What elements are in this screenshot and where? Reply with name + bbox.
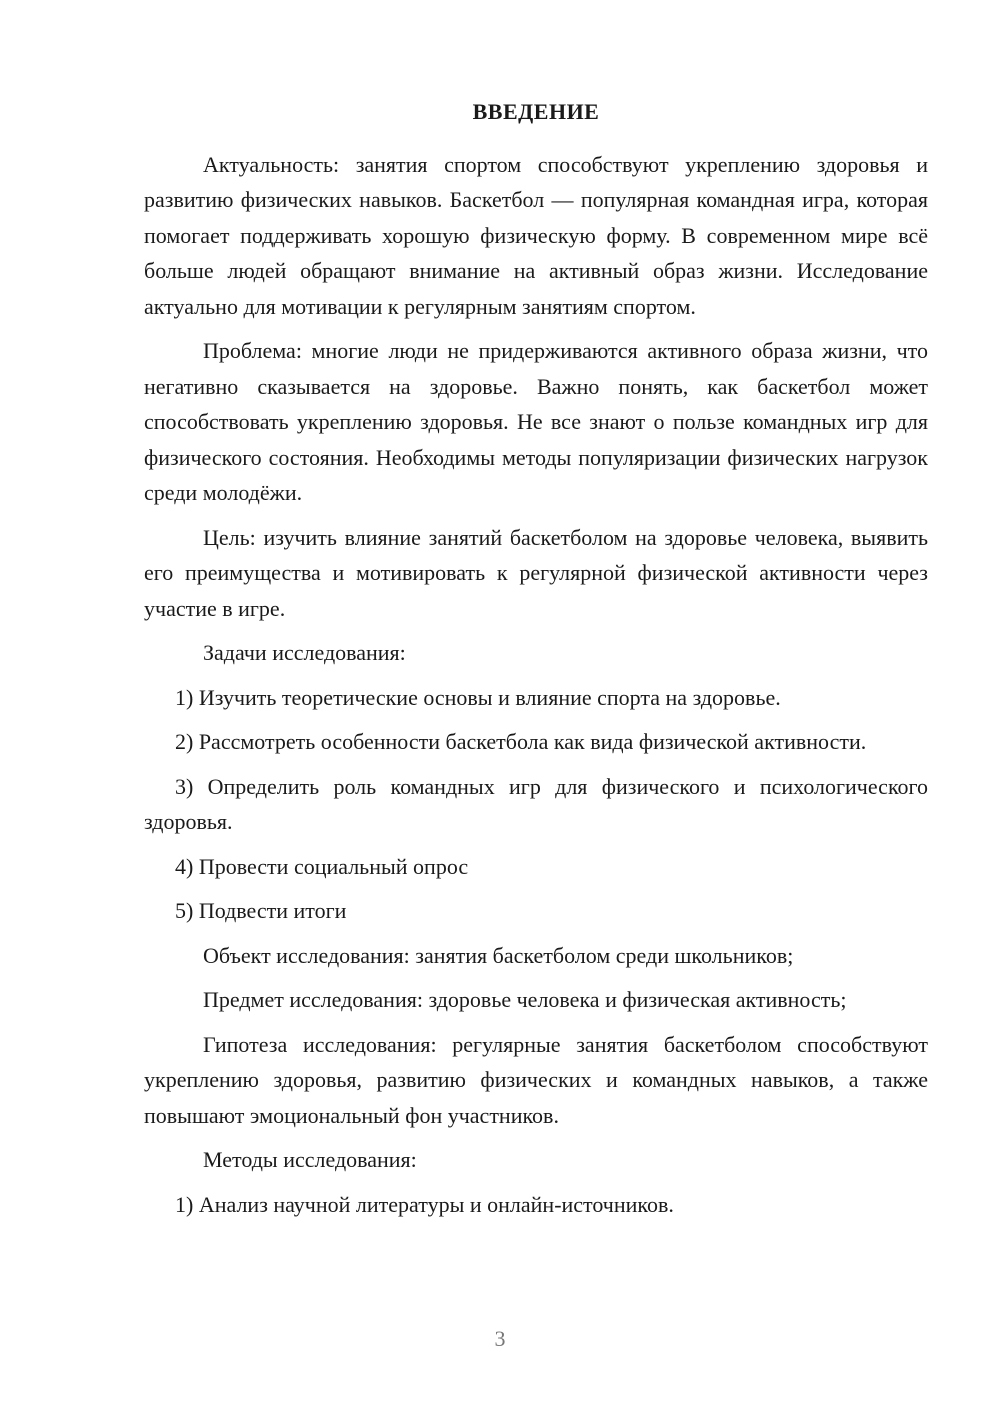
document-page — [144, 94, 928, 1231]
paragraph-goal: Цель: изучить влияние занятий баскетболом на здоровье человека, выявить его преимущества и мотивировать к регулярной физической активности через участие в игре. — [144, 524, 928, 621]
task-item: 4) Провести социальный опрос — [175, 853, 469, 879]
task-item: 2) Рассмотреть особенности баскетбола как вида физической активности. — [175, 729, 867, 754]
methods-heading: Методы исследования: — [203, 1147, 417, 1172]
page-number: 3 — [494, 1326, 506, 1351]
paragraph-relevance: Актуальность: занятия спортом способствуют укреплению здоровья и развитию физических навыков. Баскетбол — популярная командная игра, которая помогает поддерживать хорошую физическую форму. В современном мире всё больше людей обращают внимание на активный образ жизни. Исследование актуально для мотивации к регулярным занятиям спортом. — [144, 151, 928, 319]
tasks-heading: Задачи исследования: — [203, 640, 406, 665]
research-hypothesis: Гипотеза исследования: регулярные занятия баскетболом способствуют укреплению здоровья, развитию физических и командных навыков, а также повышают эмоциональный фон участников. — [144, 1031, 928, 1128]
paragraph-problem: Проблема: многие люди не придерживаются активного образа жизни, что негативно сказывается на здоровье. Важно понять, как баскетбол может способствовать укреплению здоровья. Не все знают о пользе командных игр для физического состояния. Необходимы методы популяризации физических нагрузок среди молодёжи. — [144, 338, 928, 505]
task-item: 5) Подвести итоги — [175, 898, 347, 923]
research-object: Объект исследования: занятия баскетболом среди школьников; — [203, 942, 794, 968]
research-subject: Предмет исследования: здоровье человека и физическая активность; — [203, 987, 847, 1012]
task-item: 3) Определить роль командных игр для физического и психологического здоровья. — [144, 773, 928, 834]
document-title: ВВЕДЕНИЕ — [472, 99, 600, 124]
method-item: 1) Анализ научной литературы и онлайн-источников. — [175, 1191, 674, 1217]
task-item: 1) Изучить теоретические основы и влияние спорта на здоровье. — [175, 684, 781, 710]
